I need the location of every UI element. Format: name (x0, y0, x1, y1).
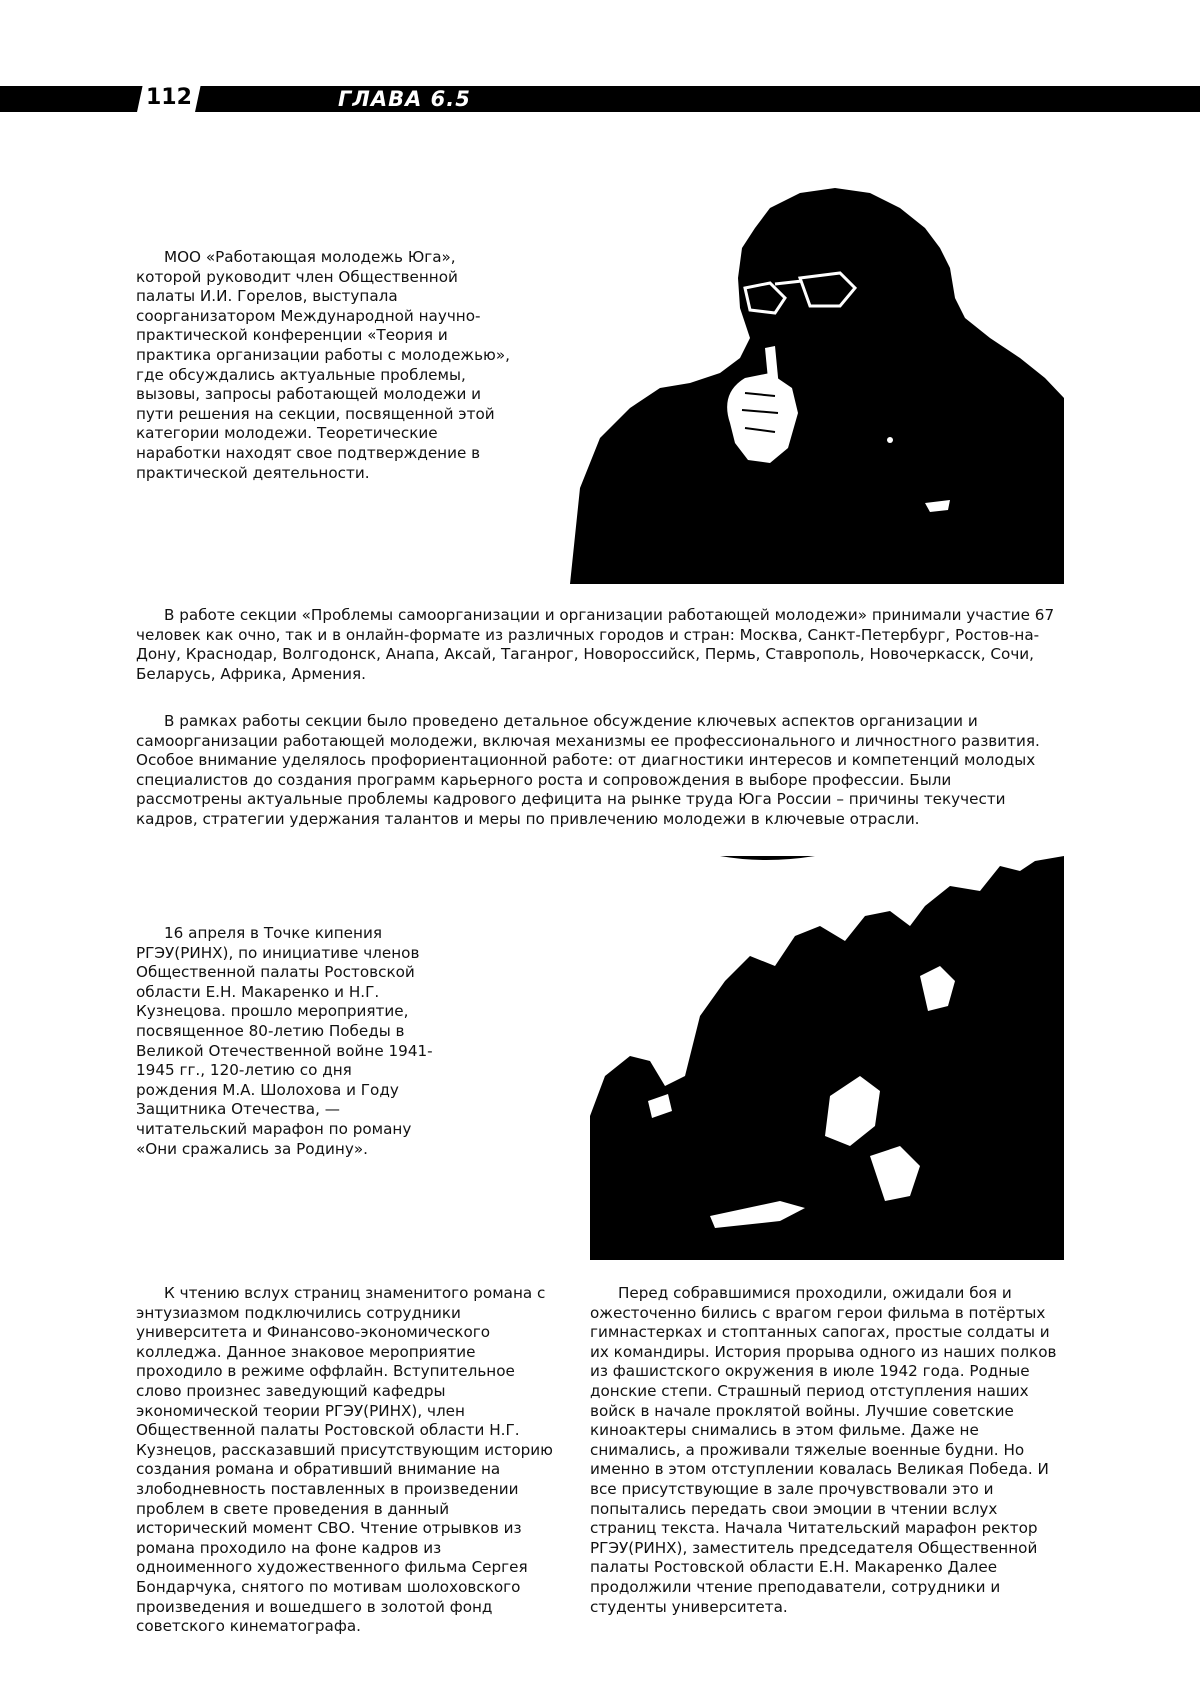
film-text: Перед собравшимися проходили, ожидали боя и ожесточенно бились с врагом герои фильма в потёртых гимнастерках и стоптанных сапогах, простые солдаты и их командиры. История прорыва одного из наших полков из фашистского окружения в июле 1942 года. Родные донские степи. Страшный период отступления наших войск в начале проклятой войны. Лучшие советские киноактеры снимались в этом фильме. Даже не снимались, а проживали тяжелые военные будни. Но именно в этом отступлении ковалась Великая Победа. И все присутствующие в зале прочувствовали это и попытались передать свои эмоции в чтении вслух страниц текста. Начала Читательский марафон ректор РГЭУ(РИНХ), заместитель председателя Общественной палаты Ростовской области Е.Н. Макаренко Далее продолжили чтение преподаватели, сотрудники и студенты университета. (590, 1284, 1057, 1616)
reading-paragraph (136, 1284, 560, 1637)
discussion-text: В рамках работы секции было проведено детальное обсуждение ключевых аспектов организации и самоорганизации работающей молодежи, включая механизмы ее профессионального и личностного развития. Особое внимание уделялось профориентационной работе: от диагностики интересов и компетенций молодых специалистов до создания программ карьерного роста и сопровождения в выборе профессии. Были рассмотрены актуальные проблемы кадрового дефицита на рынке труда Юга России – причины текучести кадров, стратегии удержания талантов и меры по привлечению молодежи в ключевые отрасли. (136, 712, 1040, 828)
reading-text: К чтению вслух страниц знаменитого романа с энтузиазмом подключились сотрудники университета и Финансово-экономического колледжа. Данное знаковое мероприятие проходило в режиме оффлайн. Вступительное слово произнес заведующий кафедры экономической теории РГЭУ(РИНХ), член Общественной палаты Ростовской области Н.Г. Кузнецов, рассказавший присутствующим историю создания романа и обративший внимание на злободневность поставленных в произведении проблем в свете проведения в данный исторический момент СВО. Чтение отрывков из романа проходило на фоне кадров из одноименного художественного фильма Сергея Бондарчука, снятого по мотивам шолоховского произведения и вошедшего в золотой фонд советского кинематографа. (136, 1284, 553, 1636)
discussion-paragraph (136, 712, 1062, 830)
audience-photo (590, 856, 1064, 1260)
event-paragraph (136, 924, 436, 1159)
intro-text: МОО «Работающая молодежь Юга», которой руководит член Общественной палаты И.И. Горелов, выступала соорганизатором Международной научно-практической конференции «Теория и практика организации работы с молодежью», где обсуждались актуальные проблемы, вызовы, запросы работающей молодежи и пути решения на секции, посвященной этой категории молодежи. Теоретические наработки находят свое подтверждение в практической деятельности. (136, 248, 510, 482)
film-paragraph (590, 1284, 1062, 1617)
speaker-photo (570, 188, 1064, 584)
section-text: В работе секции «Проблемы самоорганизации и организации работающей молодежи» принимали участие 67 человек как очно, так и в онлайн-формате из различных городов и стран: Москва, Санкт-Петербург, Ростов-на-Дону, Краснодар, Волгодонск, Анапа, Аксай, Таганрог, Новороссийск, Пермь, Ставрополь, Новочеркасск, Сочи, Беларусь, Африка, Армения. (136, 606, 1055, 683)
intro-paragraph (136, 248, 514, 483)
chapter-title: ГЛАВА 6.5 (338, 87, 471, 111)
page-number-text: 112 (146, 85, 192, 110)
page-number (136, 81, 201, 115)
event-text: 16 апреля в Точке кипения РГЭУ(РИНХ), по инициативе членов Общественной палаты Ростовской области Е.Н. Макаренко и Н.Г. Кузнецова. прошло мероприятие, посвященное 80-летию Победы в Великой Отечественной войне 1941-1945 гг., 120-летию со дня рождения М.А. Шолохова и Году Защитника Отечества, — читательский марафон по роману «Они сражались за Родину». (136, 924, 433, 1158)
section-paragraph (136, 606, 1062, 684)
